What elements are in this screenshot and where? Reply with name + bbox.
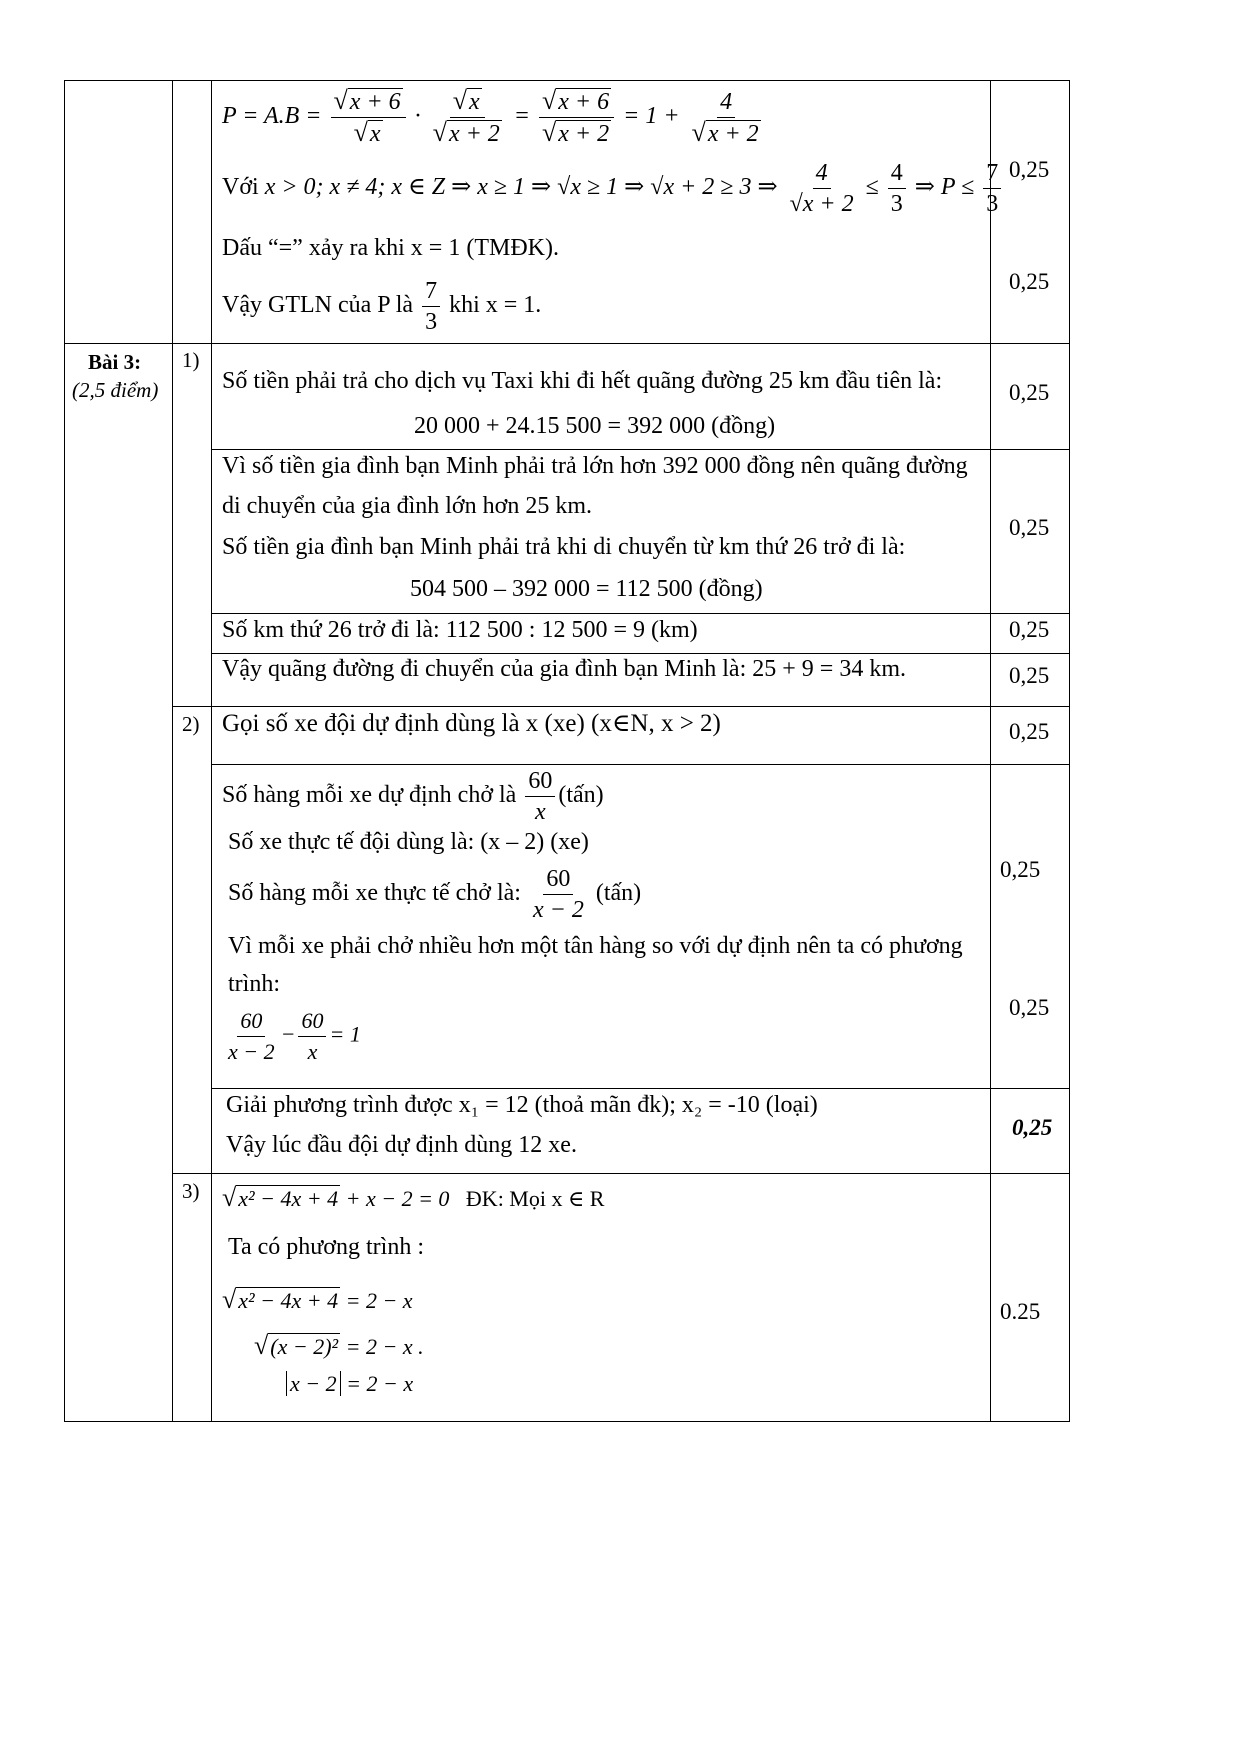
rule-bottom [64, 1421, 1070, 1422]
rule-p2-top [172, 706, 1070, 707]
score-cell: 0,25 [1009, 380, 1050, 405]
taxi-reasoning-line: di chuyển của gia đình lớn hơn 25 km. [222, 493, 592, 519]
score-cell: 0,25 [1009, 515, 1050, 540]
planned-load: Số hàng mỗi xe dự định chở là $\frac{60}{x}$ (tấn) [222, 768, 604, 825]
score-cell: 0,25 [1009, 269, 1050, 294]
rule-p2-r1 [211, 764, 1070, 765]
p-product-formula: P = A.B = $\frac{√x + 6}{√x}$ · $\frac{√x}{√x + 2}$ = $\frac{√x + 6}{√x + 2}$ = 1 + $\frac{4}{√x + 2}$ [222, 86, 759, 147]
score-cell: 0,25 [1012, 1115, 1053, 1140]
score-cell: 0.25 [1000, 1299, 1041, 1324]
rule-top [64, 80, 1070, 81]
step-equation: √x² − 4x + 4 = 2 − x [222, 1285, 413, 1314]
total-distance-conclusion: Vậy quãng đường đi chuyển của gia đình bạn Minh là: 25 + 9 = 34 km. [222, 656, 906, 682]
score-cell: 0,25 [1009, 617, 1050, 642]
part-number: 1) [182, 348, 200, 372]
rule-col2 [211, 80, 212, 1422]
equation-reasoning: trình: [228, 971, 280, 997]
rule-bai3-top [64, 343, 1070, 344]
radical-equation: √x² − 4x + 4 + x − 2 = 0 ĐK: Mọi x ∈ R [222, 1183, 605, 1212]
part-number: 2) [182, 712, 200, 736]
taxi-reasoning-line: Vì số tiền gia đình bạn Minh phải trả lớn hơn 392 000 đồng nên quãng đường [222, 453, 968, 479]
rule-col0 [64, 80, 65, 1422]
set-variable: Gọi số xe đội dự định dùng là x (xe) (x∈N, x > 2) [222, 710, 721, 737]
taxi-cost-first-25km: Số tiền phải trả cho dịch vụ Taxi khi đi hết quãng đường 25 km đầu tiên là: [222, 368, 943, 394]
part-number: 3) [182, 1179, 200, 1203]
equation-reasoning: Vì mỗi xe phải chở nhiều hơn một tân hàng so với dự định nên ta có phương [228, 933, 963, 959]
score-cell: 0,25 [1009, 157, 1050, 182]
p-bound-chain: Với x > 0; x ≠ 4; x ∈ Z ⇒ x ≥ 1 ⇒ √x ≥ 1 ⇒ √x + 2 ≥ 3 ⇒ $\frac{4}{√x + 2}$ ≤ $\frac{4}{3}$ ⇒ P ≤ $\frac{7}{3}$ [222, 158, 1004, 219]
rule-col1 [172, 80, 173, 1422]
rule-p1-r2 [211, 613, 1070, 614]
score-cell: 0,25 [1009, 719, 1050, 744]
step-equation: √(x − 2)² = 2 − x . [254, 1331, 424, 1360]
taxi-reasoning-line: Số tiền gia đình bạn Minh phải trả khi di chuyển từ km thứ 26 trở đi là: [222, 534, 906, 560]
km-after-26: Số km thứ 26 trở đi là: 112 500 : 12 500 = 9 (km) [222, 617, 698, 643]
actual-trucks: Số xe thực tế đội dùng là: (x – 2) (xe) [228, 829, 589, 855]
score-cell: 0,25 [1000, 857, 1041, 882]
rule-col3 [990, 80, 991, 1422]
solve-conclusion: Vậy lúc đầu đội dự định dùng 12 xe. [226, 1132, 577, 1158]
score-cell: 0,25 [1009, 995, 1050, 1020]
score-cell: 0,25 [1009, 663, 1050, 688]
rule-p1-r3 [211, 653, 1070, 654]
taxi-cost-calc: 20 000 + 24.15 500 = 392 000 (đồng) [414, 413, 776, 439]
equation-intro: Ta có phương trình : [228, 1234, 424, 1260]
solve-result: Giải phương trình được x₁ = 12 (thoả mãn đk); x₂ = -10 (loại) [226, 1092, 818, 1118]
max-value-conclusion: Vậy GTLN của P là $\frac{7}{3}$ khi x = 1. [222, 278, 542, 335]
truck-equation: $\frac{60}{x - 2}$ − $\frac{60}{x}$ = 1 [228, 1008, 361, 1064]
rule-p1-r1 [211, 449, 1070, 450]
rule-p2-r2 [211, 1088, 1070, 1089]
actual-load: Số hàng mỗi xe thực tế chở là: $\frac{60}{x - 2}$ (tấn) [228, 866, 642, 923]
rule-p3-top [172, 1173, 1070, 1174]
problem-points: (2,5 điểm) [72, 378, 159, 402]
taxi-remaining-cost: 504 500 – 392 000 = 112 500 (đồng) [410, 576, 763, 602]
step-equation: x − 2 = 2 − x [286, 1370, 413, 1398]
equality-condition: Dấu “=” xảy ra khi x = 1 (TMĐK). [222, 235, 559, 261]
rule-col4 [1069, 80, 1070, 1422]
problem-label: Bài 3: [88, 350, 142, 374]
